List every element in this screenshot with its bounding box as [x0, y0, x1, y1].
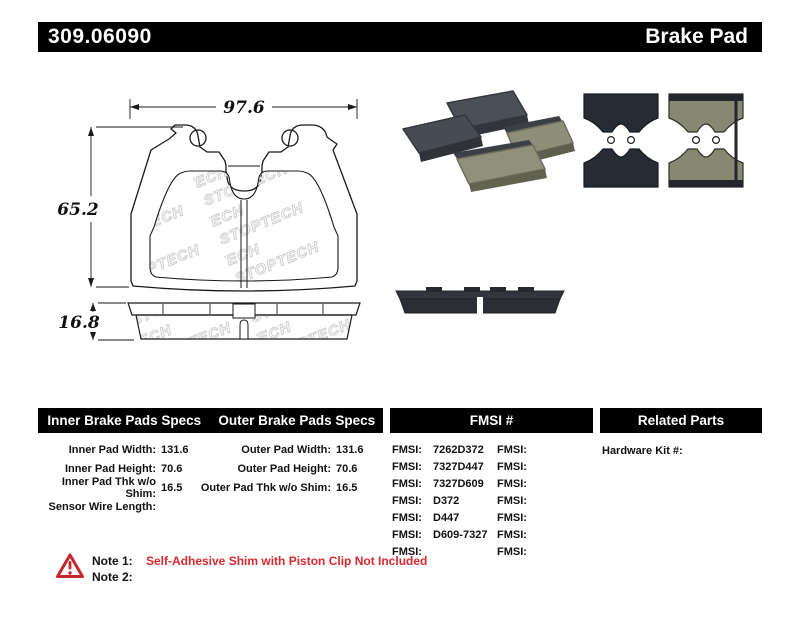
- thickness-dim-label: 16.8: [58, 313, 100, 333]
- spec-row: [196, 459, 364, 478]
- note1-text: Self-Adhesive Shim with Piston Clip Not Included: [146, 554, 428, 568]
- fmsi-row: [497, 441, 538, 458]
- fmsi-value: 7327D447: [433, 460, 484, 473]
- fmsi-label: FMSI:: [497, 528, 527, 541]
- fmsi-row: [392, 475, 487, 492]
- photo-pads-edge: [390, 283, 570, 323]
- photo-pads-perspective: [395, 85, 575, 205]
- fmsi-value: D447: [433, 511, 460, 524]
- fmsi-row: [497, 475, 538, 492]
- fmsi-label: FMSI:: [497, 545, 527, 558]
- fmsi-row: [392, 526, 487, 543]
- fmsi-label: FMSI:: [497, 477, 527, 490]
- thickness-dimension: [54, 303, 134, 340]
- inner-specs-header: Inner Brake Pads Specs: [47, 413, 202, 428]
- fmsi-row: [497, 526, 538, 543]
- width-dim-label: 97.6: [223, 98, 265, 118]
- width-dimension: [130, 98, 357, 119]
- fmsi-row: [392, 492, 487, 509]
- spec-row: [196, 440, 364, 459]
- fmsi-header-bar: [390, 408, 593, 433]
- inner-specs-table: [38, 440, 189, 516]
- fmsi-label: FMSI:: [392, 511, 422, 524]
- fmsi-label: FMSI:: [392, 477, 422, 490]
- spec-value: 70.6: [336, 462, 358, 475]
- fmsi-list-col1: [392, 441, 487, 560]
- fmsi-header: FMSI #: [469, 413, 514, 428]
- fmsi-label: FMSI:: [497, 511, 527, 524]
- product-type-title: Brake Pad: [645, 25, 748, 48]
- related-label: Hardware Kit #:: [602, 444, 683, 457]
- spec-value: 16.5: [161, 481, 183, 494]
- pads-specs-header-bar: [38, 408, 383, 433]
- part-number: 309.06090: [48, 25, 152, 48]
- title-bar: [38, 22, 762, 52]
- fmsi-row: [497, 509, 538, 526]
- related-parts-table: [602, 441, 688, 460]
- fmsi-label: FMSI:: [392, 528, 422, 541]
- spec-value: 131.6: [161, 443, 189, 456]
- note-1: [92, 553, 427, 569]
- fmsi-label: FMSI:: [392, 545, 422, 558]
- related-parts-header-bar: [600, 408, 762, 433]
- technical-drawing: [50, 90, 390, 352]
- spec-label: Inner Pad Width:: [68, 443, 156, 456]
- spec-label: Outer Pad Height:: [237, 462, 331, 475]
- notes-block: [92, 553, 427, 585]
- outer-specs-header: Outer Brake Pads Specs: [218, 413, 376, 428]
- spec-label: Sensor Wire Length:: [48, 500, 156, 513]
- fmsi-label: FMSI:: [497, 460, 527, 473]
- fmsi-row: [392, 458, 487, 475]
- fmsi-value: D609-7327: [433, 528, 488, 541]
- spec-value: 70.6: [161, 462, 183, 475]
- spec-label: Inner Pad Thk w/o Shim:: [61, 475, 156, 500]
- note2-label: Note 2:: [92, 570, 133, 584]
- related-parts-header: Related Parts: [637, 413, 725, 428]
- fmsi-row: [392, 441, 487, 458]
- fmsi-label: FMSI:: [392, 494, 422, 507]
- height-dim-label: 65.2: [57, 200, 99, 220]
- fmsi-value: D372: [433, 494, 460, 507]
- warning-icon: [55, 552, 85, 580]
- fmsi-row: [497, 458, 538, 475]
- spec-row: [38, 497, 189, 516]
- fmsi-row: [497, 492, 538, 509]
- spec-value: 131.6: [336, 443, 364, 456]
- spec-label: Outer Pad Width:: [241, 443, 331, 456]
- fmsi-label: FMSI:: [392, 443, 422, 456]
- note-2: [92, 569, 427, 585]
- related-row: [602, 441, 688, 460]
- spec-row: [38, 440, 189, 459]
- spec-row: [38, 475, 189, 500]
- spec-value: 16.5: [336, 481, 358, 494]
- spec-label: Outer Pad Thk w/o Shim:: [200, 481, 331, 494]
- pad-front-view: [131, 125, 357, 291]
- fmsi-value: 7262D372: [433, 443, 484, 456]
- fmsi-value: 7327D609: [433, 477, 484, 490]
- fmsi-list-col2: [497, 441, 538, 560]
- fmsi-row: [497, 543, 538, 560]
- spec-row: [196, 478, 364, 497]
- fmsi-label: FMSI:: [497, 443, 527, 456]
- spec-label: Inner Pad Height:: [64, 462, 156, 475]
- fmsi-row: [392, 509, 487, 526]
- pad-side-view: [128, 303, 360, 339]
- photo-pads-face: [578, 88, 750, 193]
- fmsi-label: FMSI:: [497, 494, 527, 507]
- fmsi-label: FMSI:: [392, 460, 422, 473]
- note1-label: Note 1:: [92, 554, 133, 568]
- outer-specs-table: [196, 440, 364, 497]
